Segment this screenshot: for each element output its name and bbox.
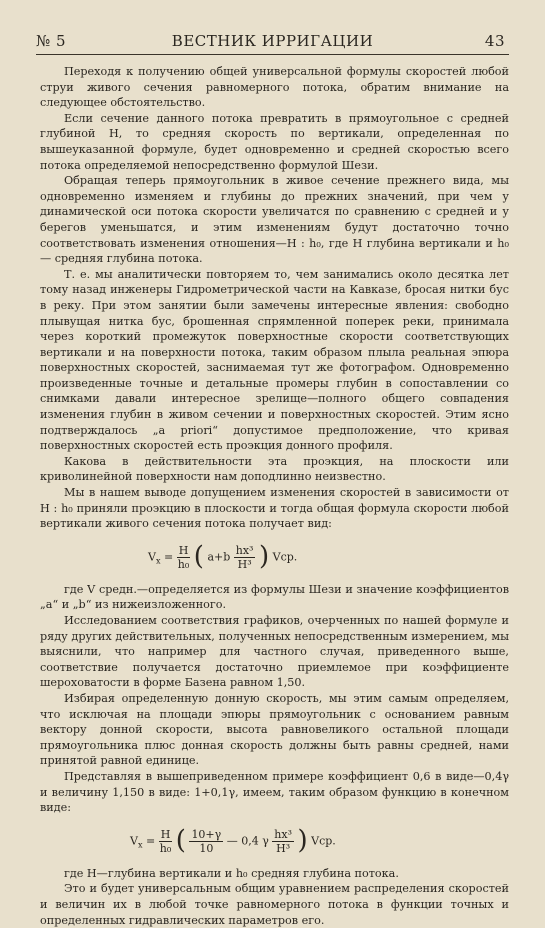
inner-den: 10	[199, 841, 214, 855]
formula-lhs-sub: x	[155, 556, 161, 566]
formula-lhs: V	[130, 834, 138, 848]
formula-rhs: Vcp.	[272, 550, 298, 564]
article-body	[40, 64, 509, 928]
depth-den: H³	[276, 841, 291, 855]
journal-title: ВЕСТНИК ИРРИГАЦИИ	[171, 32, 374, 50]
formula-rhs: Vcp.	[311, 834, 336, 848]
formula-velocity-final: $V_x$ = $\frac{H}{\text{h₀}}$ ( $\frac{10+\gamma}{10}$ — 0,4 γ $\frac{\text{hx³}}{\text{H³}}$ ) Vcp.	[130, 825, 336, 856]
formula-ratio	[177, 544, 191, 571]
paragraph: Т. е. мы аналитически повторяем то, чем занимались около десятка лет тому назад инженеры Гидрометрической части на Кавказе, бросая нитки бус в реку. При этом занятии были замечены интересные явления: свободно плывущая нитка бус, брошенная спрямленной поперек реки, принимала через короткий промежуток поверхностные скорости соответствующих вертикали и на поверхности потока, таким образом плыла реальная эпюра поверхностных скоростей, заснимаемая тут же фотографом. Одновременно произведенные точные и детальные промеры глубин в сопоставлении со снимками давали интересное зрелище—полного общего совпадения изменения глубин в живом сечении и поверхностных скоростей. Этим ясно подтверждалось „a priori“ допустимое предположение, что кривая поверхностных скоростей есть проэкция донного профиля.	[40, 267, 509, 453]
formula-velocity-general: $V_x$ = $\frac{H}{\text{h₀}}$ ( a+b $\frac{\text{hx³}}{\text{H³}}$ ) Vcp.	[148, 541, 298, 572]
depth-num: hx³	[274, 827, 292, 841]
paragraph: где V средн.—определяется из формулы Шези и значение коэффициентов „a“ и „b“ из нижеизложенного.	[40, 582, 509, 612]
ratio-den: h₀	[159, 841, 172, 855]
ratio-num: H	[160, 827, 171, 841]
paragraph: Представляя в вышеприведенном примере коэффициент 0,6 в виде—0,4γ и величину 1,150 в виде: 1+0,1γ, имеем, таким образом функцию в конечном виде:	[40, 769, 509, 815]
formula-inner-fraction	[189, 828, 223, 855]
paragraph: Исследованием соответствия графиков, очерченных по нашей формуле и ряду других действительных, полученных непосредственным измерением, мы выяснили, что например для частного случая, приведенного выше, соответствие получается достаточно приемлемое при коэффициенте шероховатости в форме Базена равном 1,50.	[40, 614, 509, 690]
formula-eq: =	[163, 550, 174, 564]
formula-depth-ratio	[272, 828, 294, 855]
ratio-num: H	[178, 543, 189, 557]
paragraph: Мы в нашем выводе допущением изменения скоростей в зависимости от H : h₀ приняли проэкцию в плоскости и тогда общая формула скорости любой вертикали живого сечения потока получает вид:	[40, 486, 509, 531]
page-number: 43	[484, 32, 505, 50]
formula-ratio	[159, 828, 173, 855]
running-header	[36, 30, 509, 55]
formula-lhs-sub: x	[137, 840, 143, 850]
issue-number: № 5	[36, 32, 67, 50]
paragraph: Переходя к получению общей универсальной формулы скоростей любой струи живого сечения равномерного потока, обратим внимание на следующее обстоятельство.	[40, 65, 509, 110]
paragraph: где H—глубина вертикали и h₀ средняя глубина потока.	[64, 866, 399, 880]
formula-depth-ratio	[234, 544, 256, 571]
paragraph: Если сечение данного потока превратить в прямоугольное с средней глубиной H, то средняя скорость по вертикали, определенная по вышеуказанной формуле, будет одновременно и средней скоростью всего потока определяемой непосредственно формулой Шези.	[40, 111, 509, 172]
inner-num: 10+γ	[191, 827, 222, 841]
formula-lhs: V	[148, 550, 156, 564]
ratio-den: h₀	[177, 557, 190, 571]
paragraph: Какова в действительности эта проэкция, на плоскости или криволинейной поверхности нам доподлинно неизвестно.	[40, 454, 509, 484]
paragraph: Обращая теперь прямоугольник в живое сечение прежнего вида, мы одновременно изменяем и глубины до прежних значений, при чем у динамической оси потока скорости увеличатся по сравнению с средней и у берегов уменьшатся, и этим изменениям будут достаточно точно соответствовать изменения отношения—H : h₀, где H глубина вертикали и h₀ — средняя глубина потока.	[40, 174, 509, 266]
paragraph: Это и будет универсальным общим уравнением распределения скоростей и величин их в любой точке равномерного потока в функции точных и определенных гидравлических параметров его.	[40, 882, 509, 927]
depth-num: hx³	[235, 543, 254, 557]
paragraph: Избирая определенную донную скорость, мы этим самым определяем, что исключая на площади эпюры прямоугольник с основанием равным вектору донной скорости, высота равновеликого остальной площади прямоугольника плюс донная скорость должны быть равны средней, нами принятой равной единице.	[40, 691, 509, 768]
formula-term-ab: a+b	[207, 550, 231, 564]
formula-minus-term: — 0,4 γ	[226, 834, 269, 848]
formula-eq: =	[145, 834, 156, 848]
depth-den: H³	[237, 557, 252, 571]
